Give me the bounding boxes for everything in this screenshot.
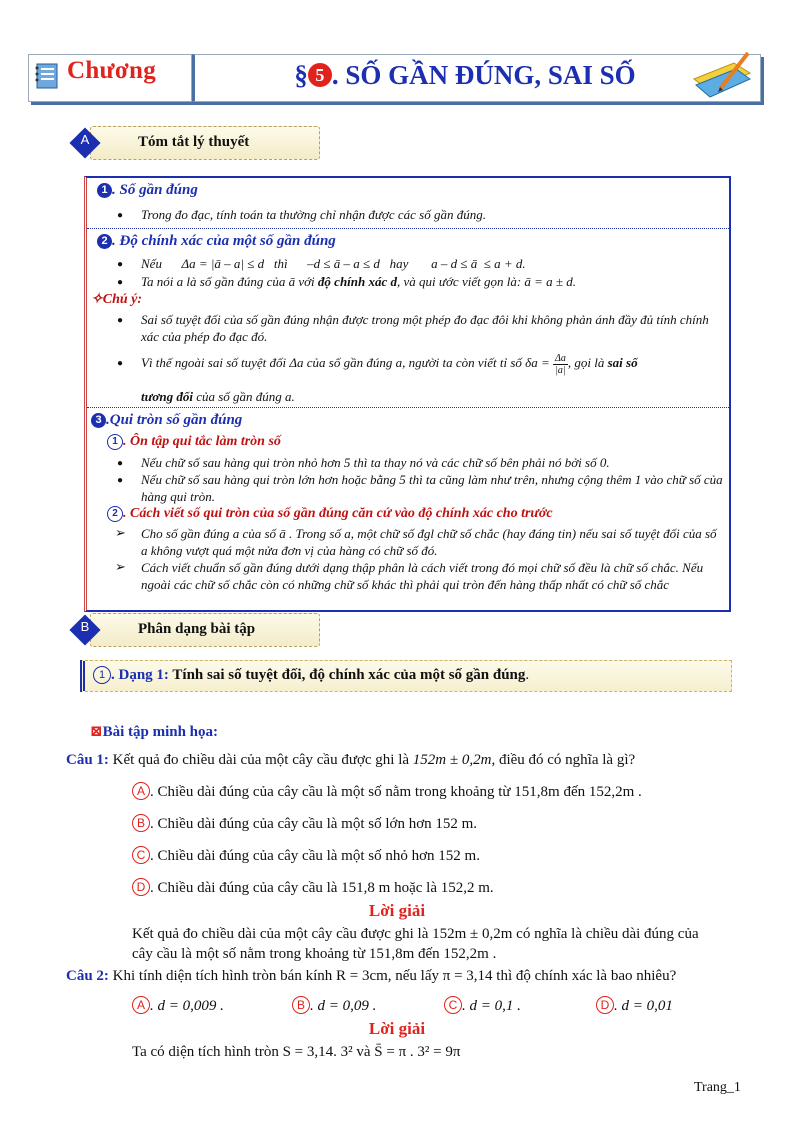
- theory-part-1-title: 1 . Số gần đúng: [97, 182, 198, 199]
- q2-option-a[interactable]: A . d = 0,009 .: [132, 996, 224, 1016]
- theory-part-2-title: 2 . Độ chính xác của một số gần đúng: [97, 233, 336, 250]
- chapter-label: Chương: [67, 57, 157, 84]
- reliable-digit-definition: Cho số gần đúng a của số ā . Trong số a, một chữ số đgl chữ số chắc (hay đáng tin) nếu sai số tuyệt đối của số a không vượt quá một nửa đơn vị của hàng có chữ số đó.: [141, 526, 717, 558]
- section-b-letter: B: [80, 619, 90, 634]
- rounding-writing-title: 2 . Cách viết số qui tròn của số gần đúng căn cứ vào độ chính xác cho trước: [107, 506, 553, 522]
- q2-option-d[interactable]: D . d = 0,01: [596, 996, 673, 1016]
- relative-error-fraction: $\frac{\Delta a}{|a|}$: [555, 352, 566, 376]
- theory-part-2-definition: Nếu Δa = |ā – a| ≤ d thì –d ≤ ā – a ≤ d hay a – d ≤ ā ≤ a + d.: [141, 256, 526, 271]
- section-title: § 5 . SỐ GẦN ĐÚNG, SAI SỐ: [294, 60, 636, 90]
- rounding-rules-title: 1 . Ôn tập qui tắc làm tròn số: [107, 434, 281, 450]
- section-b-label: Phân dạng bài tập: [138, 621, 256, 637]
- theory-note-1: Sai số tuyệt đối của số gần đúng nhận được trong một phép đo đạc đôi khi không phản ánh đầy đủ tính chính xác của phép đo đạc đó.: [141, 312, 709, 344]
- rounding-rule-1: Nếu chữ số sau hàng qui tròn nhỏ hơn 5 thì ta thay nó và các chữ số bên phải nó bởi số 0.: [141, 455, 610, 470]
- question-2: Câu 2: Khi tính diện tích hình tròn bán kính R = 3cm, nếu lấy π = 3,14 thì độ chính xác là bao nhiêu?: [66, 968, 677, 984]
- theory-part-1-bullet: Trong đo đạc, tính toán ta thường chỉ nhận được các số gần đúng.: [141, 207, 486, 222]
- q1-solution-line-2: cây cầu là một số nằm trong khoảng từ 151,8m đến 152,2m .: [132, 946, 497, 962]
- theory-note-2-cont: tương đối của số gần đúng a.: [141, 389, 295, 404]
- chapter-header-box: [28, 54, 192, 102]
- q2-option-b[interactable]: B . d = 0,09 .: [292, 996, 376, 1016]
- page-number: Trang_1: [694, 1080, 741, 1095]
- theory-part-3-title: 3 .Qui tròn số gần đúng: [91, 412, 242, 429]
- section-number-badge: 5: [308, 63, 332, 87]
- section-b-banner: [70, 613, 330, 647]
- q2-solution-title: Lời giải: [368, 1019, 426, 1038]
- q1-option-d[interactable]: D . Chiều dài đúng của cây cầu là 151,8 m hoặc là 152,2 m.: [132, 878, 494, 898]
- section-a-banner: [70, 126, 330, 160]
- theory-part-2-notation: Ta nói a là số gần đúng của ā với độ chính xác d, và qui ước viết gọn là: ā = a ± d.: [141, 274, 577, 289]
- standard-writing-rule: Cách viết chuẩn số gần đúng dưới dạng thập phân là cách viết trong đó mọi chữ số đều là chữ số chắc. Nếu ngoài các chữ số chắc còn có những chữ số khác thì phải qui tròn đến hàng thấp nhất có chữ số chắc: [141, 560, 704, 592]
- q1-option-b[interactable]: B . Chiều dài đúng của cây cầu là một số lớn hơn 152 m.: [132, 814, 477, 834]
- q2-option-c[interactable]: C . d = 0,1 .: [444, 996, 521, 1016]
- theory-box: 1 . Số gần đúng ● Trong đo đạc, tính toán ta thường chỉ nhận được các số gần đúng. 2 . Độ chính xác của một số gần đúng ● Nếu Δa = |ā – a| ≤ d thì –d ≤ ā – a ≤ d hay a – d ≤ ā ≤ a + d. ● Ta nói a là số gần đúng của ā với độ chính xác d, và qui ước viết gọn là: ā = a ± d. ✧Chú ý: ● Sai số tuyệt đối của số gần đúng nhận được trong một phép đo đạc đôi khi không phản ánh đầy đủ tính chính xác của phép đo đạc đó. ● Vì thế ngoài sai số tuyệt đối Δa của số gần đúng a, người ta còn viết tỉ số δa = $\frac{\Delta a}{|a|}$, gọi là sai số tương đối của số gần đúng a. 3 .Qui tròn số gần đúng 1 . Ôn tập qui tắc làm tròn số ● Nếu chữ số sau hàng qui tròn nhỏ hơn 5 thì ta thay nó và các chữ số bên phải nó bởi số 0. ● Nếu chữ số sau hàng qui tròn lớn hơn hoặc bằng 5 thì ta cũng làm như trên, nhưng cộng thêm 1 vào chữ số của hàng qui tròn. 2 . Cách viết số qui tròn của số gần đúng căn cứ vào độ chính xác cho trước ➢ Cho số gần đúng a của số ā . Trong số a, một chữ số đgl chữ số chắc (hay đáng tin) nếu sai số tuyệt đối của số a không vượt quá một nửa đơn vị của hàng có chữ số đó. ➢ Cách viết chuẩn số gần đúng dưới dạng thập phân là cách viết trong đó mọi chữ số đều là chữ số chắc. Nếu ngoài các chữ số chắc còn có những chữ số khác thì phải qui tròn đến hàng thấp nhất có chữ số chắc: [84, 176, 731, 612]
- problem-type-1-title: 1 . Dạng 1: Tính sai số tuyệt đối, độ chính xác của một số gần đúng.: [93, 666, 529, 684]
- section-a-label: Tóm tắt lý thuyết: [138, 134, 250, 150]
- section-a-letter: A: [80, 132, 90, 147]
- theory-note-2: Vì thế ngoài sai số tuyệt đối Δa của số gần đúng a, người ta còn viết tỉ số δa = $\frac{\Delta a}{|a|}$, gọi là sai số: [141, 352, 638, 376]
- rounding-rule-2: Nếu chữ số sau hàng qui tròn lớn hơn hoặc bằng 5 thì ta cũng làm như trên, nhưng cộng thêm 1 vào chữ số của hàng qui tròn.: [141, 472, 723, 504]
- note-title: ✧Chú ý:: [91, 292, 143, 307]
- q1-option-c[interactable]: C . Chiều dài đúng của cây cầu là một số nhỏ hơn 152 m.: [132, 846, 480, 866]
- x-box-icon: ⊠: [90, 724, 103, 740]
- exercise-header: ⊠Bài tập minh họa:: [90, 724, 219, 740]
- q2-solution-line-1: Ta có diện tích hình tròn S = 3,14. 3² và S̄ = π . 3² = 9π: [132, 1044, 461, 1060]
- books-pencil-icon: [690, 49, 754, 101]
- q1-option-a[interactable]: A . Chiều dài đúng của cây cầu là một số nằm trong khoảng từ 151,8m đến 152,2m .: [132, 782, 642, 802]
- divider: [87, 407, 729, 408]
- q1-solution-title: Lời giải: [368, 901, 426, 920]
- question-1: Câu 1: Kết quả đo chiều dài của một cây cầu được ghi là 152m ± 0,2m, điều đó có nghĩa là gì?: [66, 752, 636, 768]
- notebook-icon: [33, 61, 61, 91]
- problem-type-1-box: [80, 660, 732, 692]
- q1-solution-line-1: Kết quả đo chiều dài của một cây cầu được ghi là 152m ± 0,2m có nghĩa là chiều dài đúng của: [132, 926, 699, 942]
- section-title-box: [192, 54, 761, 102]
- divider: [87, 228, 729, 229]
